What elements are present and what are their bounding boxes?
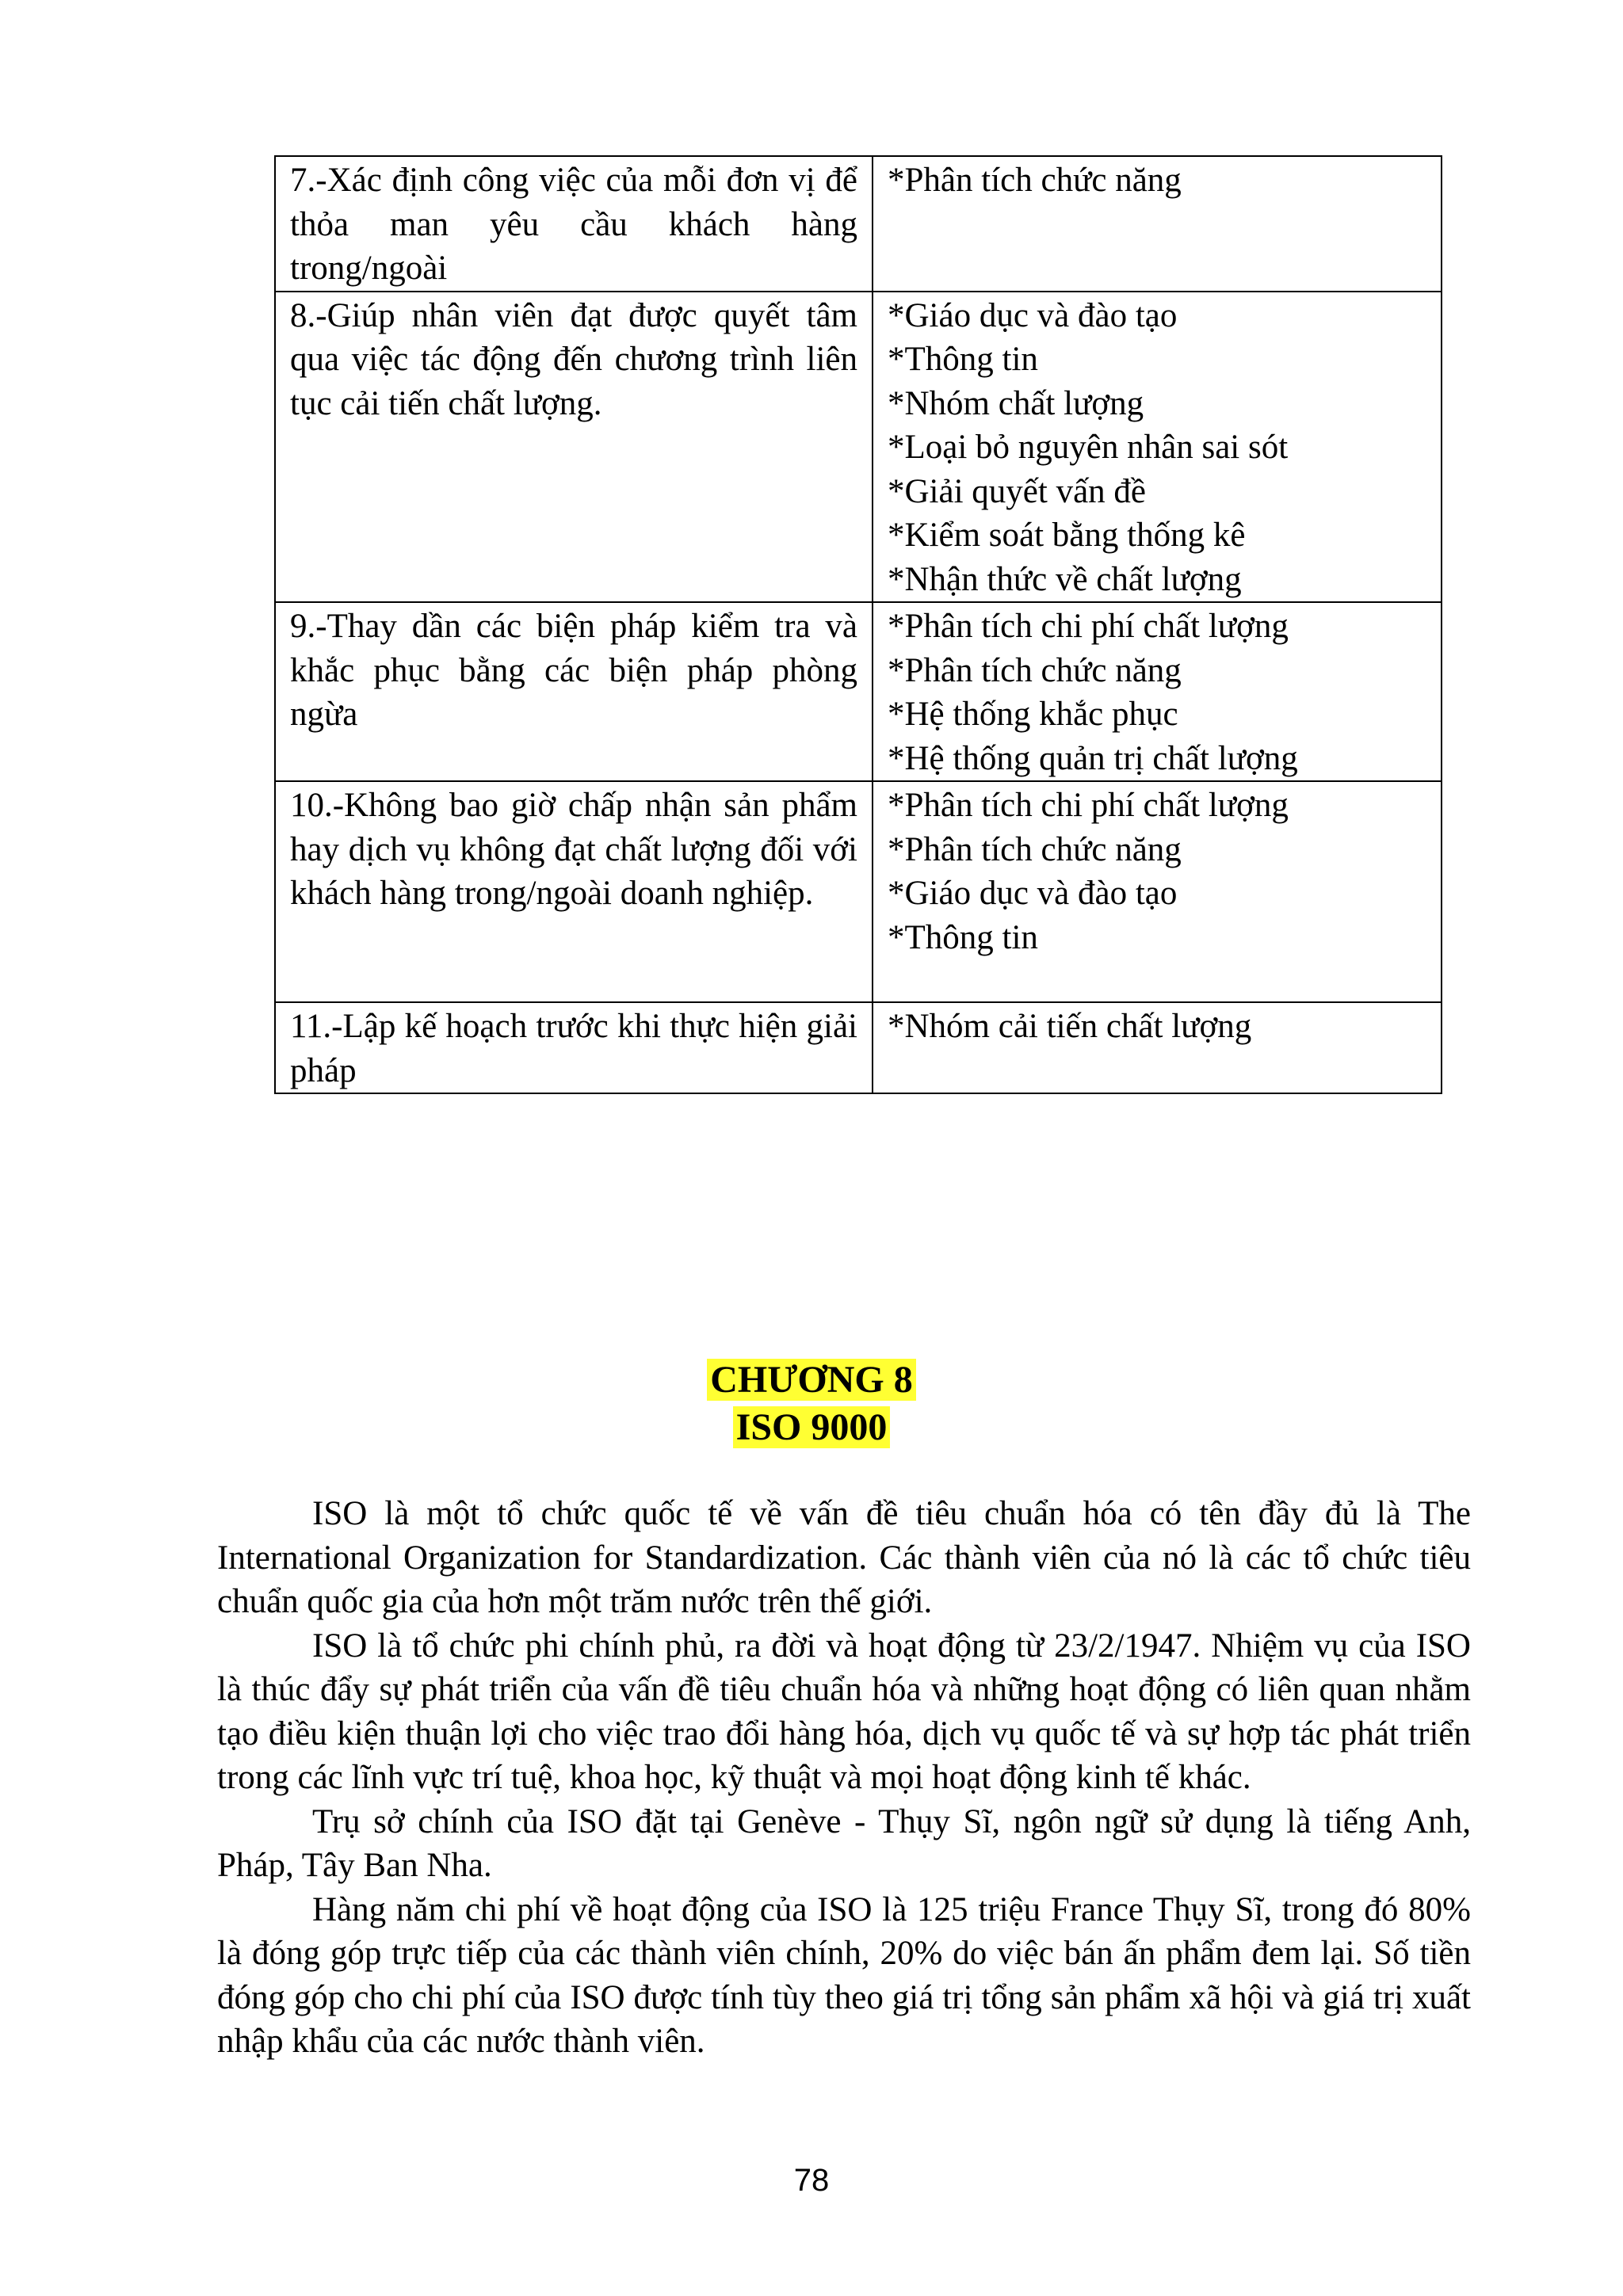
tool-item: *Phân tích chức năng <box>888 830 1182 868</box>
tool-item: *Thông tin <box>888 918 1038 956</box>
tool-item: *Phân tích chức năng <box>888 162 1182 199</box>
chapter-title-text: ISO 9000 <box>733 1406 891 1448</box>
tool-item: *Kiểm soát bằng thống kê <box>888 517 1246 554</box>
step-cell: 8.-Giúp nhân viên đạt được quyết tâm qua việc tác động đến chương trình liên tục cải tiến chất lượng. <box>275 292 873 603</box>
paragraph: Trụ sở chính của ISO đặt tại Genève - Thụy Sĩ, ngôn ngữ sử dụng là tiếng Anh, Pháp, Tây Ban Nha. <box>217 1802 1471 1884</box>
page-number: 78 <box>793 2163 830 2198</box>
tool-item: *Hệ thống khắc phục <box>888 696 1178 733</box>
tool-item: *Nhóm chất lượng <box>888 384 1144 422</box>
table-row <box>275 292 1442 603</box>
paragraph: ISO là tổ chức phi chính phủ, ra đời và hoạt động từ 23/2/1947. Nhiệm vụ của ISO là thúc đẩy sự phát triển của vấn đề tiêu chuẩn hóa và những hoạt động có liên quan nhằm tạo điều kiện thuận lợi cho việc trao đổi hàng hóa, dịch vụ quốc tế và sự hợp tác phát triển trong các lĩnh vực trí tuệ, khoa học, kỹ thuật và mọi hoạt động kinh tế khác. <box>217 1627 1471 1796</box>
step-cell: 7.-Xác định công việc của mỗi đơn vị để thỏa man yêu cầu khách hàng trong/ngoài <box>275 156 873 292</box>
chapter-title <box>0 1404 1623 1451</box>
step-cell: 11.-Lập kế hoạch trước khi thực hiện giải pháp <box>275 1002 873 1093</box>
improvement-steps-table <box>274 155 1442 1094</box>
tool-item: *Loại bỏ nguyên nhân sai sót <box>888 429 1289 466</box>
table-row <box>275 602 1442 781</box>
step-cell: 10.-Không bao giờ chấp nhận sản phẩm hay dịch vụ không đạt chất lượng đối với khách hàng trong/ngoài doanh nghiệp. <box>275 781 873 1002</box>
paragraph: ISO là một tổ chức quốc tế về vấn đề tiêu chuẩn hóa có tên đầy đủ là The International Organization for Standardization. Các thành viên của nó là các tổ chức tiêu chuẩn quốc gia của hơn một trăm nước trên thế giới. <box>217 1495 1471 1620</box>
tools-cell <box>873 602 1442 781</box>
tools-cell <box>873 781 1442 1002</box>
tools-cell <box>873 156 1442 292</box>
tool-item: *Phân tích chi phí chất lượng <box>888 787 1289 824</box>
tool-item: *Nhận thức về chất lượng <box>888 560 1242 598</box>
table-row <box>275 1002 1442 1093</box>
tool-item: *Phân tích chi phí chất lượng <box>888 608 1289 645</box>
tool-item: *Phân tích chức năng <box>888 651 1182 689</box>
chapter-label-text: CHƯƠNG 8 <box>707 1359 916 1401</box>
tool-item: *Giải quyết vấn đề <box>888 472 1146 510</box>
tools-cell <box>873 292 1442 603</box>
tool-item: *Giáo dục và đào tạo <box>888 296 1178 334</box>
chapter-label <box>0 1356 1623 1404</box>
tool-item: *Nhóm cải tiến chất lượng <box>888 1008 1252 1045</box>
chapter-body <box>217 1492 1471 2064</box>
step-cell: 9.-Thay dần các biện pháp kiểm tra và khắc phục bằng các biện pháp phòng ngừa <box>275 602 873 781</box>
table-row <box>275 156 1442 292</box>
tool-item: *Giáo dục và đào tạo <box>888 875 1178 912</box>
tool-item: *Hệ thống quản trị chất lượng <box>888 739 1298 777</box>
tool-item: *Thông tin <box>888 341 1038 378</box>
table-row <box>275 781 1442 1002</box>
paragraph: Hàng năm chi phí về hoạt động của ISO là 125 triệu France Thụy Sĩ, trong đó 80% là đóng góp trực tiếp của các thành viên chính, 20% do việc bán ấn phẩm đem lại. Số tiền đóng góp cho chi phí của ISO được tính tùy theo giá trị tổng sản phẩm xã hội và giá trị xuất nhập khẩu của các nước thành viên. <box>217 1890 1471 2060</box>
tools-cell <box>873 1002 1442 1093</box>
